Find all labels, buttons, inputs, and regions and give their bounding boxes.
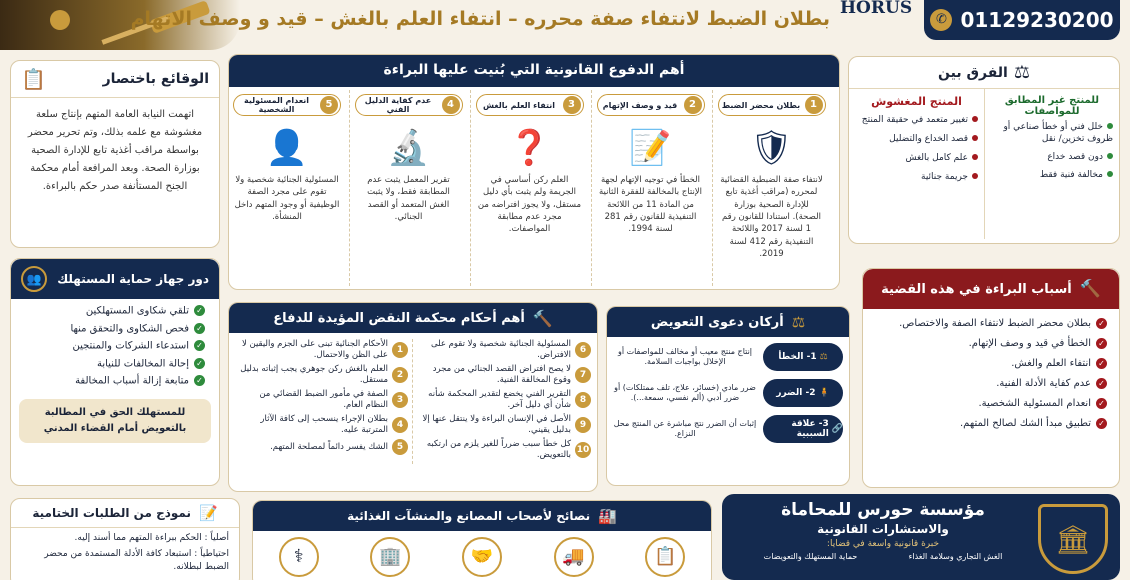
- defense-number: 5: [320, 96, 338, 114]
- ruling-number: 6: [575, 342, 591, 358]
- compensation-text: ضرر مادي (خسائر، علاج، تلف ممتلكات) أو ضرر أدبي (ألم نفسي، سمعة...).: [614, 382, 756, 402]
- ruling-text: لا يصح افتراض القصد الجنائي من مجرد وقوع المخالفة الفنية.: [432, 364, 571, 386]
- ruling-text: الأحكام الجنائية تبنى على الجزم واليقين لا على الظن والاحتمال.: [241, 339, 388, 361]
- check-icon: ✓: [194, 305, 205, 316]
- green-dot-icon: [1107, 153, 1113, 159]
- handshake-icon: 🤝: [462, 537, 502, 577]
- green-dot-icon: [1107, 171, 1113, 177]
- requests-list: [11, 528, 239, 580]
- list-item: جريمة جنائية: [855, 171, 978, 183]
- check-icon: ✓: [1096, 378, 1107, 389]
- consumer-note: للمستهلك الحق في المطالبة بالتعويض أمام القضاء المدني: [19, 399, 211, 443]
- defense-tag: [355, 94, 463, 116]
- ruling-text: الشك يفسر دائماً لمصلحة المتهم.: [270, 441, 388, 452]
- balance-icon: ⚖: [819, 352, 828, 362]
- gavel-white-icon: 🔨: [1079, 279, 1101, 299]
- list-item: احتياطياً : استبعاد كافة الأدلة المستمدة من محضر الضبط لبطلانه.: [44, 548, 229, 572]
- defense-text: الخطأ في توجيه الإتهام لجهة الإنتاج بالمخالفة للفقرة الثانية من المادة 11 من اللائحة التنفيذية للقانون رقم 281 لسنة 1994.: [598, 175, 703, 235]
- factory-icon: 🏭: [598, 507, 617, 525]
- compensation-item: [613, 343, 843, 371]
- firm-panel: [722, 494, 1120, 580]
- defense-card: [470, 90, 588, 286]
- ruling-text: العلم بالغش ركن جوهري يجب إثباته بدليل مستقل.: [240, 364, 388, 386]
- compensation-label: 🧍 2- الضرر: [763, 379, 843, 407]
- question-head-icon: ❓: [508, 128, 551, 168]
- firm-name: مؤسسة حورس للمحاماة: [781, 500, 985, 520]
- defense-card: [349, 90, 467, 286]
- firm-tagline: خبرة قانونية واسعة في قضايا:: [826, 539, 940, 549]
- phone-icon: ✆: [930, 9, 952, 31]
- firm-sub: والاستشارات القانونية: [817, 522, 949, 536]
- compensation-label: 🔗 3- علاقة السببية: [763, 415, 843, 443]
- defense-card: [712, 90, 830, 286]
- green-dot-icon: [1107, 123, 1113, 129]
- defense-tag: [233, 94, 341, 116]
- ruling-number: 8: [575, 392, 591, 408]
- difference-panel: [848, 56, 1120, 244]
- defense-text: تقرير المعمل يثبت عدم المطابقة فقط، ولا يثبت الغش المتعمد أو القصد الجنائي.: [367, 175, 450, 222]
- list-item: دون قصد خداع: [991, 151, 1113, 163]
- defense-tag: [718, 94, 826, 116]
- building-icon: 🏢: [370, 537, 410, 577]
- facts-panel: [10, 60, 220, 248]
- list-item: ✓بطلان محضر الضبط لانتفاء الصفة والاختصاص.: [875, 317, 1107, 331]
- list-item: ✓فحص الشكاوى والتحقق منها: [25, 323, 205, 335]
- defense-tag-label: عدم كفاية الدليل الفني: [364, 96, 432, 114]
- ruling-item: [417, 339, 591, 361]
- gavel-small-icon: 🔨: [532, 308, 553, 328]
- ruling-text: بطلان الإجراء ينسحب إلى كافة الآثار المترتبة عليه.: [260, 414, 388, 436]
- ruling-text: المسئولية الجنائية شخصية ولا تقوم على الافتراض.: [430, 339, 571, 361]
- ruling-item: [417, 364, 591, 386]
- defenses-title: أهم الدفوع القانونية التي بُنيت عليها البراءة: [229, 55, 839, 87]
- microscope-icon: 🔬: [387, 128, 430, 168]
- non-conforming-title: للمنتج غير المطابق للمواصفات: [1004, 95, 1100, 117]
- advice-panel: [252, 500, 712, 580]
- check-icon: ✓: [194, 358, 205, 369]
- list-item: تغيير متعمد في حقيقة المنتج: [855, 114, 978, 126]
- red-dot-icon: [972, 173, 978, 179]
- defense-tag: [476, 94, 584, 116]
- advice-title: نصائح لأصحاب المصانع والمنشآت الغذائية: [347, 509, 591, 523]
- list-item: ✓تلقي شكاوى المستهلكين: [25, 305, 205, 317]
- ruling-number: 4: [392, 417, 408, 433]
- compensation-text: إثبات أن الضرر نتج مباشرة عن المنتج محل النزاع.: [613, 418, 757, 438]
- list-item: ✓عدم كفاية الأدلة الفنية.: [875, 377, 1107, 391]
- counterfeit-title: المنتج المغشوش: [871, 95, 962, 108]
- scales-icon: ⚖: [1013, 62, 1030, 83]
- acquittal-panel: [862, 268, 1120, 488]
- check-icon: ✓: [1096, 398, 1107, 409]
- ruling-text: الأصل في الإنسان البراءة ولا ينتقل عنها إلا بدليل يقيني.: [422, 414, 571, 436]
- defense-card: [591, 90, 709, 286]
- ruling-item: [235, 389, 408, 411]
- brand-logo: HORUS: [840, 0, 913, 18]
- ruling-text: الصفة في مأمور الضبط القضائي من النظام العام.: [259, 389, 388, 411]
- defense-text: لانتفاء صفة الضبطية القضائية لمحرره (مراقب أغذية تابع للإدارة الصحية بوزارة الصحة). استنادا للقانون رقم 1 لسنة 2017 واللائحة التنفيذية رقم 412 لسنة 2019.: [720, 175, 823, 259]
- compensation-title: أركان دعوى التعويض: [650, 314, 784, 330]
- list-item: أصلياً : الحكم ببراءة المتهم مما أسند إليه.: [74, 533, 229, 543]
- consumer-list: [11, 299, 219, 399]
- ruling-number: 7: [575, 367, 591, 383]
- ruling-text: التقرير الفني يخضع لتقدير المحكمة شأنه شأن أي دليل آخر.: [428, 389, 571, 411]
- defense-number: 3: [563, 96, 581, 114]
- acquittal-title: أسباب البراءة في هذه القضية: [881, 281, 1072, 297]
- ruling-item: [417, 414, 591, 436]
- phone-number: 01129230200: [960, 8, 1114, 32]
- defense-number: 2: [684, 96, 702, 114]
- shield-icon: 🛡: [749, 128, 794, 168]
- ruling-number: 1: [392, 342, 408, 358]
- list-item: ✓انتفاء العلم والغش.: [875, 357, 1107, 371]
- ruling-number: 9: [575, 417, 591, 433]
- list-item: خلل فني أو خطأ صناعي أو ظروف تخزين/ نقل: [1003, 122, 1113, 145]
- check-icon: ✓: [1096, 318, 1107, 329]
- acquittal-list: [863, 309, 1119, 445]
- ruling-item: [417, 389, 591, 411]
- list-item: مخالفة فنية فقط: [991, 169, 1113, 181]
- ruling-item: [235, 439, 408, 455]
- facts-title: الوقائع باختصار: [102, 71, 209, 87]
- consumer-title: دور جهاز حماية المستهلك: [57, 272, 209, 286]
- list-item: ✓إحالة المخالفات للنيابة: [25, 358, 205, 370]
- counterfeit-list: [855, 114, 978, 184]
- ruling-item: [235, 364, 408, 386]
- defense-tag: [597, 94, 705, 116]
- list-item: ✓انعدام المسئولية الشخصية.: [875, 397, 1107, 411]
- compensation-item: [613, 379, 843, 407]
- ruling-number: 3: [392, 392, 408, 408]
- red-dot-icon: [972, 116, 978, 122]
- document-icon: 📝: [198, 504, 218, 522]
- defense-tag-label: بطلان محضر الضبط: [721, 100, 801, 110]
- facts-text: اتهمت النيابة العامة المتهم بإنتاج سلعة مغشوشة مع علمه بذلك، وتم تحرير محضر بواسطة مراقب أغذية تابع للإدارة الصحية بوزارة الصحة. وبعد المرافعة أمام محكمة الجنح المستأنفة صدر حكم بالبراءة.: [27, 109, 203, 192]
- defense-text: المسئولية الجنائية شخصية ولا تقوم على مجرد الصفة الوظيفية أو وجود المتهم داخل المنشأة.: [234, 175, 340, 222]
- requests-title: نموذج من الطلبات الختامية: [32, 506, 191, 520]
- requests-panel: [10, 498, 240, 580]
- defense-text: العلم ركن أساسي في الجريمة ولم يثبت بأي دليل مستقل، ولا يجوز افتراضه من مجرد عدم مطابقة المواصفات.: [477, 175, 582, 235]
- shield-people-icon: 👥: [21, 266, 47, 292]
- rulings-title: أهم أحكام محكمة النقض المؤيدة للدفاع: [273, 310, 525, 326]
- rulings-panel: [228, 302, 598, 492]
- check-icon: ✓: [194, 375, 205, 386]
- check-icon: ✓: [194, 323, 205, 334]
- defense-tag-label: انعدام المسئولية الشخصية: [244, 96, 309, 114]
- ruling-number: 10: [575, 442, 591, 458]
- pillar-logo-icon: 🏛: [1038, 504, 1108, 574]
- ruling-number: 2: [392, 367, 408, 383]
- defense-tag-label: انتفاء العلم بالغش: [482, 100, 556, 110]
- list-item: ✓الخطأ في قيد و وصف الإتهام.: [875, 337, 1107, 351]
- non-conforming-list: [991, 121, 1113, 182]
- scales-small-icon: ⚖: [791, 313, 806, 331]
- compensation-panel: [606, 306, 850, 486]
- clipboard-icon: 📋: [21, 67, 46, 91]
- checklist-icon: 📋: [645, 537, 685, 577]
- list-item: ✓تطبيق مبدأ الشك لصالح المتهم.: [875, 417, 1107, 431]
- defense-number: 4: [442, 96, 460, 114]
- ruling-number: 5: [392, 439, 408, 455]
- defense-tag-label: قيد و وصف الإتهام: [602, 100, 678, 110]
- compensation-item: [613, 415, 843, 443]
- ruling-item: [235, 414, 408, 436]
- person-icon: 👤: [265, 128, 309, 168]
- injured-person-icon: 🧍: [818, 388, 830, 398]
- list-item: علم كامل بالغش: [855, 152, 978, 164]
- first-aid-icon: ⚕: [279, 537, 319, 577]
- ruling-text: كل خطأ سبب ضرراً للغير يلزم من ارتكبه بالتعويض.: [426, 439, 571, 461]
- list-item: قصد الخداع والتضليل: [855, 133, 978, 145]
- defense-card: [228, 90, 346, 286]
- list-item: ✓استدعاء الشركات والمنتجين: [25, 340, 205, 352]
- defense-number: 1: [805, 96, 823, 114]
- difference-title: الفرق بين: [938, 64, 1008, 81]
- consumer-panel: [10, 258, 220, 486]
- truck-icon: 🚚: [554, 537, 594, 577]
- link-icon: 🔗: [831, 424, 843, 434]
- ruling-item: [235, 339, 408, 361]
- document-pen-icon: 📝: [629, 128, 672, 168]
- compensation-text: إنتاج منتج معيب أو مخالف للمواصفات أو الإخلال بواجبات السلامة.: [617, 346, 753, 366]
- red-dot-icon: [972, 154, 978, 160]
- firm-area-1: الغش التجاري وسلامة الغذاء: [908, 552, 1003, 561]
- red-dot-icon: [972, 135, 978, 141]
- check-icon: ✓: [1096, 338, 1107, 349]
- check-icon: ✓: [194, 340, 205, 351]
- ruling-item: [417, 439, 591, 461]
- page-title: بطلان الضبط لانتفاء صفة محرره – انتفاء العلم بالغش – قيد و وصف الاتهام: [130, 8, 830, 30]
- phone-badge[interactable]: [924, 0, 1120, 40]
- check-icon: ✓: [1096, 418, 1107, 429]
- list-item: ✓متابعة إزالة أسباب المخالفة: [25, 375, 205, 387]
- compensation-label: ⚖ 1- الخطأ: [763, 343, 843, 371]
- firm-area-2: حماية المستهلك والتعويضات: [763, 552, 858, 561]
- check-icon: ✓: [1096, 358, 1107, 369]
